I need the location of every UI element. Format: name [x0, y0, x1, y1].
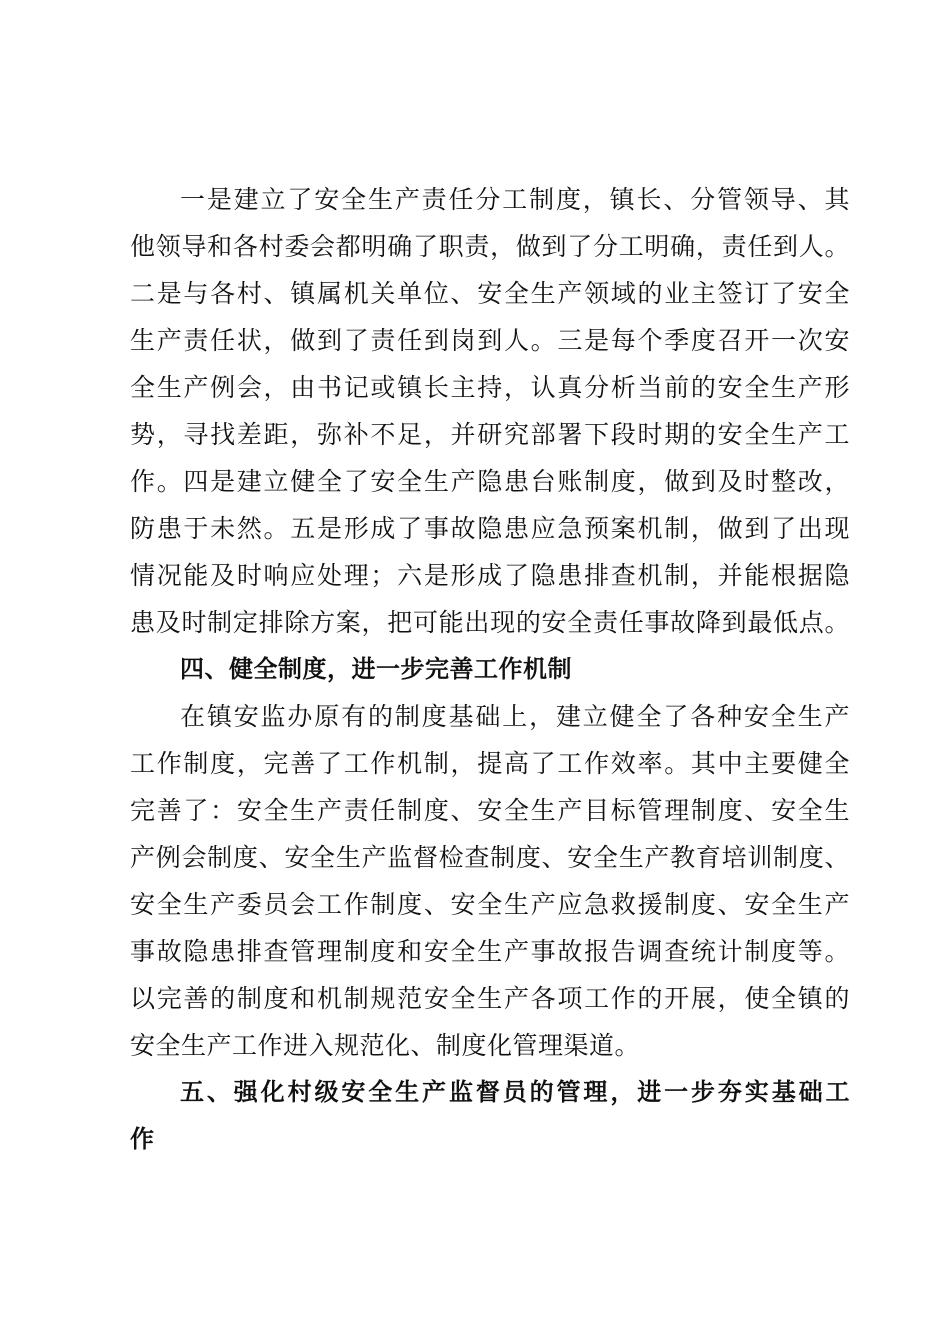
text-line: 产例会制度、安全生产监督检查制度、安全生产教育培训制度、 [130, 843, 850, 872]
heading-line: 五、强化村级安全生产监督员的管理，进一步夯实基础工 [180, 1078, 850, 1106]
text-line: 作。四是建立健全了安全生产隐患台账制度，做到及时整改， [130, 467, 850, 496]
text-line: 二是与各村、镇属机关单位、安全生产领域的业主签订了安全 [130, 279, 850, 308]
paragraph-system [130, 693, 850, 1069]
text-line: 在镇安监办原有的制度基础上，建立健全了各种安全生产 [180, 702, 850, 731]
text-line: 以完善的制度和机制规范安全生产各项工作的开展，使全镇的 [130, 984, 850, 1013]
text-line: 他领导和各村委会都明确了职责，做到了分工明确，责任到人。 [130, 232, 850, 261]
text-line: 安全生产委员会工作制度、安全生产应急救援制度、安全生产 [130, 890, 850, 919]
text-line: 完善了：安全生产责任制度、安全生产目标管理制度、安全生 [130, 796, 850, 825]
text-line: 全生产例会，由书记或镇长主持，认真分析当前的安全生产形 [130, 373, 850, 402]
section-heading-4 [130, 646, 850, 693]
text-line: 势，寻找差距，弥补不足，并研究部署下段时期的安全生产工 [130, 420, 850, 449]
text-line: 工作制度，完善了工作机制，提高了工作效率。其中主要健全 [130, 749, 850, 778]
text-line: 事故隐患排查管理制度和安全生产事故报告调查统计制度等。 [130, 937, 850, 966]
heading-line: 作 [130, 1125, 155, 1153]
text-line: 安全生产工作进入规范化、制度化管理渠道。 [130, 1031, 641, 1060]
text-line: 生产责任状，做到了责任到岗到人。三是每个季度召开一次安 [130, 326, 850, 355]
text-line: 患及时制定排除方案，把可能出现的安全责任事故降到最低点。 [130, 608, 850, 637]
paragraph-responsibility [130, 176, 850, 646]
document-body [130, 176, 850, 1163]
section-heading-5 [130, 1069, 850, 1163]
text-line: 情况能及时响应处理；六是形成了隐患排查机制，并能根据隐 [130, 561, 850, 590]
text-line: 防患于未然。五是形成了事故隐患应急预案机制，做到了出现 [130, 514, 850, 543]
text-line: 一是建立了安全生产责任分工制度，镇长、分管领导、其 [180, 185, 850, 214]
heading-line: 四、健全制度，进一步完善工作机制 [180, 655, 572, 683]
